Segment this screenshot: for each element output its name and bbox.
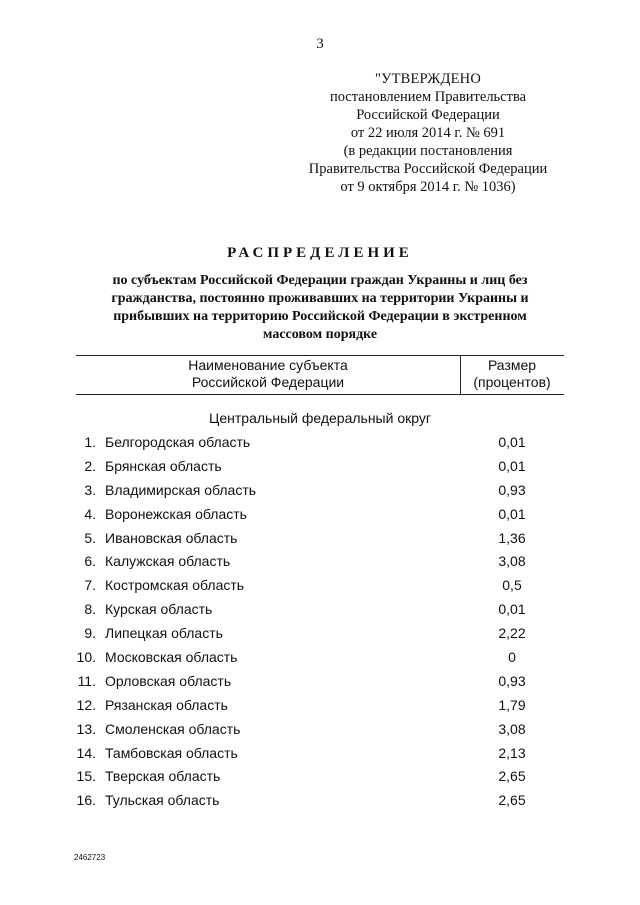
percent-value: 3,08 <box>498 553 526 570</box>
percent-value: 0 <box>508 649 516 666</box>
row-number: 14. <box>76 744 96 761</box>
percent-value: 0,01 <box>498 505 526 522</box>
column-header-name-line: Российской Федерации <box>191 374 345 390</box>
percent-value: 0,01 <box>498 601 526 618</box>
table-row <box>76 575 564 599</box>
row-number: 3. <box>84 481 96 498</box>
percent-value: 0,01 <box>498 434 526 450</box>
approval-line: постановлением Правительства <box>329 89 527 105</box>
region-name: Калужская область <box>105 553 231 570</box>
region-name: Московская область <box>105 649 238 666</box>
subtitle-line: гражданства, постоянно проживавших на территории Украины и <box>111 291 529 306</box>
table-row <box>76 695 564 719</box>
region-name: Владимирская область <box>105 481 257 498</box>
row-number: 9. <box>84 625 96 642</box>
column-header-size-line: Размер <box>487 357 537 373</box>
table-row <box>76 623 564 647</box>
approval-line: от 22 июля 2014 г. № 691 <box>350 125 506 141</box>
region-name: Ивановская область <box>105 529 238 546</box>
region-name: Белгородская область <box>105 434 251 450</box>
column-header-size-line: (процентов) <box>473 374 551 390</box>
table-row <box>76 719 564 743</box>
table-body <box>76 432 564 814</box>
region-name: Рязанская область <box>105 696 228 713</box>
table-top-divider <box>76 355 564 356</box>
region-name: Липецкая область <box>105 625 223 642</box>
percent-value: 3,08 <box>498 720 526 737</box>
percent-value: 1,79 <box>498 696 526 713</box>
approval-line: Правительства Российской Федерации <box>308 161 548 177</box>
approval-line: (в редакции постановления <box>343 143 513 159</box>
row-number: 11. <box>77 672 96 689</box>
row-number: 4. <box>84 505 96 522</box>
region-name: Тульская область <box>105 792 220 809</box>
district-heading: Центральный федеральный округ <box>209 410 431 426</box>
row-number: 2. <box>84 457 96 474</box>
region-name: Тверская область <box>105 768 221 785</box>
percent-value: 2,65 <box>498 792 526 809</box>
percent-value: 0,01 <box>498 457 526 474</box>
row-number: 5. <box>84 529 96 546</box>
table-row <box>76 456 564 480</box>
percent-value: 0,5 <box>502 577 522 594</box>
percent-value: 0,93 <box>498 481 526 498</box>
column-header-name <box>76 357 460 391</box>
subtitle-line: прибывших на территорию Российской Федерации в экстренном <box>113 309 527 324</box>
table-row <box>76 647 564 671</box>
subtitle-line: массовом порядке <box>262 327 378 342</box>
row-number: 12. <box>76 696 96 713</box>
row-number: 8. <box>84 601 96 618</box>
document-code: 2462723 <box>74 853 106 862</box>
row-number: 1. <box>84 434 96 450</box>
table-row <box>76 599 564 623</box>
subtitle-line: по субъектам Российской Федерации граждан Украины и лиц без <box>112 273 528 288</box>
percent-value: 2,65 <box>498 768 526 785</box>
table-row <box>76 671 564 695</box>
percent-value: 1,36 <box>498 529 526 546</box>
table-row <box>76 480 564 504</box>
document-subtitle <box>80 272 560 344</box>
region-name: Костромская область <box>105 577 245 594</box>
row-number: 16. <box>76 792 96 809</box>
region-name: Брянская область <box>105 457 222 474</box>
column-header-size <box>460 357 564 391</box>
approval-line: от 9 октября 2014 г. № 1036) <box>340 179 516 195</box>
percent-value: 2,22 <box>498 625 526 642</box>
percent-value: 0,93 <box>498 672 526 689</box>
percent-value: 2,13 <box>498 744 526 761</box>
approval-line: Российской Федерации <box>356 107 500 123</box>
table-row <box>76 743 564 767</box>
table-row <box>76 432 564 456</box>
table-row <box>76 766 564 790</box>
region-name: Тамбовская область <box>105 744 238 761</box>
region-name: Воронежская область <box>105 505 247 522</box>
approval-stamp <box>290 70 566 196</box>
region-name: Орловская область <box>105 672 232 689</box>
region-name: Курская область <box>105 601 213 618</box>
column-header-name-line: Наименование субъекта <box>188 357 348 373</box>
table-row <box>76 504 564 528</box>
table-row <box>76 528 564 552</box>
table-row <box>76 551 564 575</box>
approval-line: "УТВЕРЖДЕНО <box>374 71 481 87</box>
document-title: РАСПРЕДЕЛЕНИЕ <box>227 245 413 261</box>
row-number: 7. <box>84 577 96 594</box>
page-number: 3 <box>316 36 324 52</box>
row-number: 6. <box>84 553 96 570</box>
table-header-divider <box>76 394 564 395</box>
row-number: 15. <box>76 768 96 785</box>
region-name: Смоленская область <box>105 720 241 737</box>
table-row <box>76 790 564 814</box>
row-number: 13. <box>76 720 96 737</box>
row-number: 10. <box>76 649 96 666</box>
